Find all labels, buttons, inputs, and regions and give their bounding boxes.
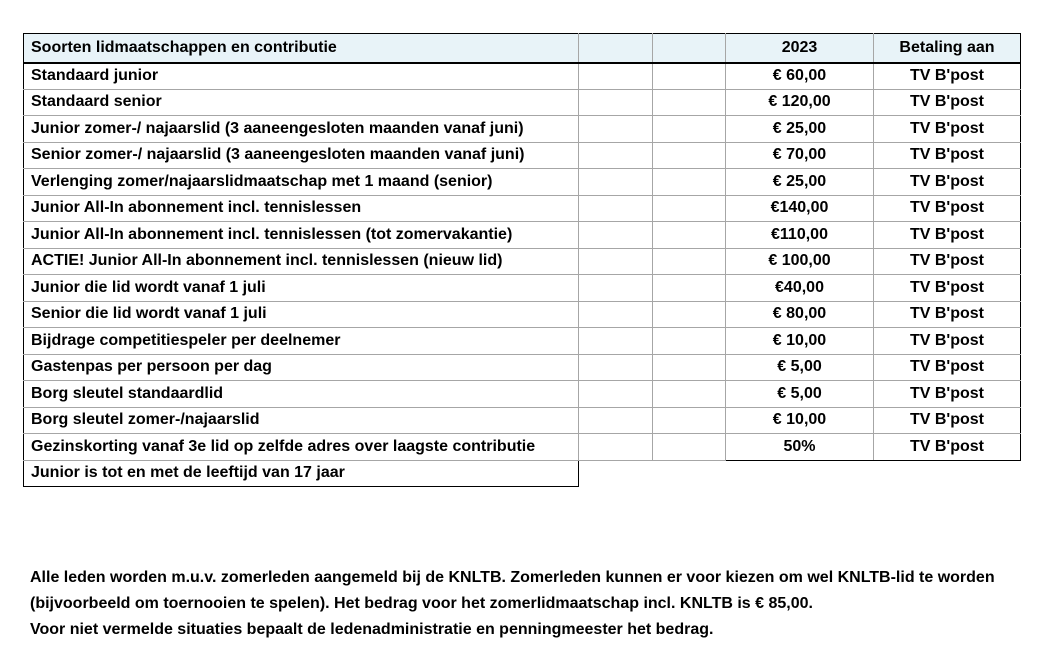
cell-payment-to: TV B'post — [874, 434, 1021, 461]
cell-empty-col-3 — [653, 195, 726, 222]
footnote-row — [24, 460, 1021, 487]
cell-empty-col-2 — [579, 275, 653, 302]
cell-membership-type: Borg sleutel zomer-/najaarslid — [24, 407, 579, 434]
blank-cell — [874, 460, 1021, 487]
table-row — [24, 63, 1021, 90]
cell-empty-col-2 — [579, 222, 653, 249]
cell-membership-type: Verlenging zomer/najaarslidmaatschap met 1 maand (senior) — [24, 169, 579, 196]
header-empty-col-3 — [653, 34, 726, 63]
cell-empty-col-3 — [653, 63, 726, 90]
blank-cell — [653, 460, 726, 487]
cell-membership-type: Junior zomer-/ najaarslid (3 aaneengesloten maanden vanaf juni) — [24, 116, 579, 143]
cell-amount: € 60,00 — [726, 63, 874, 90]
cell-amount: €110,00 — [726, 222, 874, 249]
cell-membership-type: Gezinskorting vanaf 3e lid op zelfde adres over laagste contributie — [24, 434, 579, 461]
table-row — [24, 142, 1021, 169]
cell-empty-col-3 — [653, 381, 726, 408]
cell-amount: 50% — [726, 434, 874, 461]
cell-empty-col-3 — [653, 142, 726, 169]
note-line-2: (bijvoorbeeld om toernooien te spelen). Het bedrag voor het zomerlidmaatschap incl. KNLTB is € 85,00. — [30, 595, 813, 612]
table-row — [24, 434, 1021, 461]
cell-payment-to: TV B'post — [874, 328, 1021, 355]
cell-empty-col-2 — [579, 248, 653, 275]
cell-amount: € 80,00 — [726, 301, 874, 328]
cell-empty-col-3 — [653, 275, 726, 302]
table-row — [24, 301, 1021, 328]
cell-payment-to: TV B'post — [874, 142, 1021, 169]
junior-age-footnote: Junior is tot en met de leeftijd van 17 jaar — [24, 460, 579, 487]
note-line-3: Voor niet vermelde situaties bepaalt de ledenadministratie en penningmeester het bedrag. — [30, 621, 714, 638]
header-membership-type: Soorten lidmaatschappen en contributie — [24, 34, 579, 63]
cell-payment-to: TV B'post — [874, 63, 1021, 90]
cell-amount: € 5,00 — [726, 354, 874, 381]
cell-empty-col-2 — [579, 195, 653, 222]
cell-amount: € 10,00 — [726, 407, 874, 434]
cell-empty-col-3 — [653, 301, 726, 328]
membership-fee-table — [23, 33, 1021, 487]
cell-membership-type: Gastenpas per persoon per dag — [24, 354, 579, 381]
cell-membership-type: Borg sleutel standaardlid — [24, 381, 579, 408]
table-row — [24, 275, 1021, 302]
cell-membership-type: Junior die lid wordt vanaf 1 juli — [24, 275, 579, 302]
cell-membership-type: Standaard senior — [24, 89, 579, 116]
cell-empty-col-2 — [579, 407, 653, 434]
cell-amount: €140,00 — [726, 195, 874, 222]
cell-empty-col-3 — [653, 222, 726, 249]
cell-empty-col-2 — [579, 116, 653, 143]
cell-empty-col-2 — [579, 434, 653, 461]
table-row — [24, 116, 1021, 143]
cell-empty-col-3 — [653, 434, 726, 461]
cell-payment-to: TV B'post — [874, 354, 1021, 381]
cell-empty-col-3 — [653, 248, 726, 275]
cell-empty-col-2 — [579, 354, 653, 381]
cell-payment-to: TV B'post — [874, 381, 1021, 408]
note-line-1: Alle leden worden m.u.v. zomerleden aangemeld bij de KNLTB. Zomerleden kunnen er voor kiezen om wel KNLTB-lid te worden — [30, 569, 995, 586]
cell-membership-type: Junior All-In abonnement incl. tennislessen (tot zomervakantie) — [24, 222, 579, 249]
header-empty-col-2 — [579, 34, 653, 63]
cell-payment-to: TV B'post — [874, 89, 1021, 116]
cell-payment-to: TV B'post — [874, 169, 1021, 196]
cell-empty-col-2 — [579, 301, 653, 328]
cell-payment-to: TV B'post — [874, 195, 1021, 222]
header-payment-to: Betaling aan — [874, 34, 1021, 63]
table-row — [24, 89, 1021, 116]
cell-membership-type: Standaard junior — [24, 63, 579, 90]
cell-payment-to: TV B'post — [874, 275, 1021, 302]
table-row — [24, 222, 1021, 249]
cell-empty-col-3 — [653, 89, 726, 116]
cell-payment-to: TV B'post — [874, 407, 1021, 434]
blank-cell — [726, 460, 874, 487]
cell-amount: € 100,00 — [726, 248, 874, 275]
table-row — [24, 169, 1021, 196]
cell-amount: € 25,00 — [726, 169, 874, 196]
cell-membership-type: Bijdrage competitiespeler per deelnemer — [24, 328, 579, 355]
cell-amount: € 5,00 — [726, 381, 874, 408]
cell-amount: € 70,00 — [726, 142, 874, 169]
blank-cell — [579, 460, 653, 487]
cell-amount: €40,00 — [726, 275, 874, 302]
cell-amount: € 10,00 — [726, 328, 874, 355]
cell-empty-col-3 — [653, 354, 726, 381]
table-row — [24, 248, 1021, 275]
cell-membership-type: ACTIE! Junior All-In abonnement incl. tennislessen (nieuw lid) — [24, 248, 579, 275]
cell-empty-col-3 — [653, 169, 726, 196]
cell-empty-col-3 — [653, 328, 726, 355]
cell-payment-to: TV B'post — [874, 248, 1021, 275]
cell-membership-type: Junior All-In abonnement incl. tennislessen — [24, 195, 579, 222]
cell-empty-col-2 — [579, 89, 653, 116]
cell-membership-type: Senior die lid wordt vanaf 1 juli — [24, 301, 579, 328]
table-header-row — [24, 34, 1021, 63]
cell-empty-col-2 — [579, 381, 653, 408]
cell-empty-col-3 — [653, 116, 726, 143]
table-row — [24, 328, 1021, 355]
notes-section — [30, 565, 1060, 643]
cell-payment-to: TV B'post — [874, 116, 1021, 143]
cell-empty-col-3 — [653, 407, 726, 434]
table-row — [24, 381, 1021, 408]
header-year: 2023 — [726, 34, 874, 63]
table-row — [24, 354, 1021, 381]
table-row — [24, 195, 1021, 222]
cell-empty-col-2 — [579, 169, 653, 196]
cell-payment-to: TV B'post — [874, 222, 1021, 249]
cell-empty-col-2 — [579, 328, 653, 355]
cell-amount: € 120,00 — [726, 89, 874, 116]
cell-membership-type: Senior zomer-/ najaarslid (3 aaneengesloten maanden vanaf juni) — [24, 142, 579, 169]
cell-amount: € 25,00 — [726, 116, 874, 143]
table-row — [24, 407, 1021, 434]
cell-payment-to: TV B'post — [874, 301, 1021, 328]
cell-empty-col-2 — [579, 63, 653, 90]
cell-empty-col-2 — [579, 142, 653, 169]
